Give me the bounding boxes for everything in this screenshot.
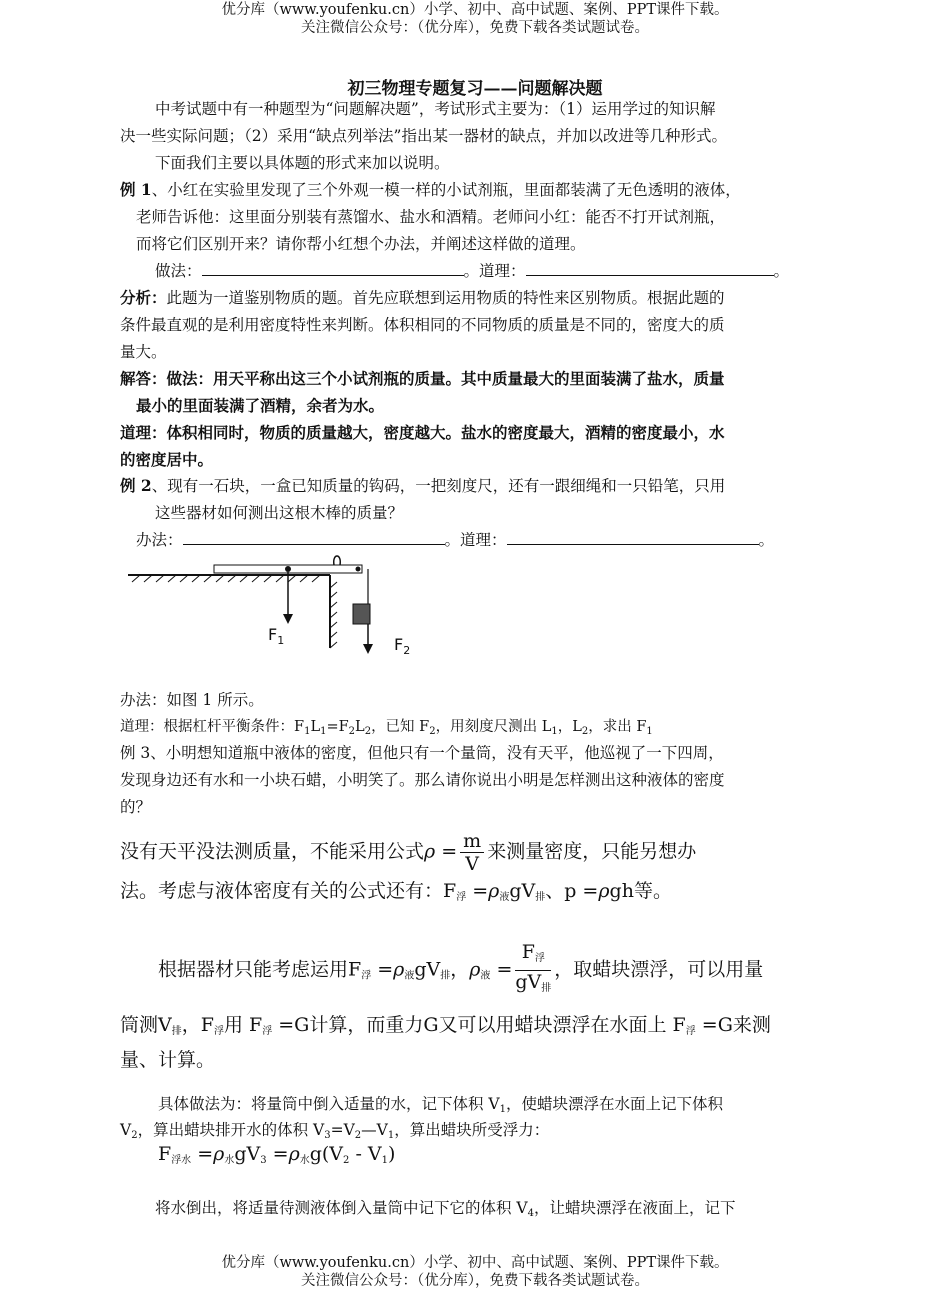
procedure-line: 将水倒出，将适量待测液体倒入量筒中记下它的体积 $V_4$，让蜡块漂浮在液面上，记下 [155,1199,736,1219]
intro-line: 下面我们主要以具体题的形式来加以说明。 [155,154,450,172]
example3-line: 例 3、小明想知道瓶中液体的密度，但他只有一个量筒，没有天平，他巡视了一下四周， [120,744,724,762]
density-text-line: 量、计算。 [120,1049,216,1071]
answer-reason-line: 的密度居中。 [120,450,214,469]
method-blank[interactable] [183,530,445,545]
example2-reason: 道理：根据杠杆平衡条件：$F_1L_1=F_2L_2$，已知 $F_2$，用刻度尺测出 $L_1$，$L_2$，求出 $F_1$ [120,719,653,737]
density-text-line: 法。考虑与液体密度有关的公式还有：$F_浮 =\rho_液gV_排$、p =ρgh等。 [120,880,672,903]
example3-line: 发现身边还有水和一小块石蜡，小明笑了。那么请你说出小明是怎样测出这种液体的密度 [120,771,725,789]
example-label: 例 1 [120,180,152,199]
density-text-line: 根据器材只能考虑运用$F_浮 =\rho_液gV_排$，$\rho_液$ = $\frac{F_浮}{gV_排}$ ，取蜡块漂浮，可以用量 [158,941,763,1000]
label-f1: $F_1$ [268,625,285,647]
page-footer-line1: 优分库（www.youfenku.cn）小学、初中、高中试题、案例、PPT课件下载。 [221,1255,729,1271]
example1-line: 例 1、小红在实验里发现了三个外观一模一样的小试剂瓶，里面都装满了无色透明的液体， [120,180,741,199]
example2-blanks: 办法： 。道理： 。 [136,531,775,549]
hook-weight [353,604,370,624]
density-text-line: 筒测$V_排$，$F_浮$用 $F_浮 =G$计算，而重力G又可以用蜡块漂浮在水面上 $F_浮 =G$来测 [120,1014,771,1037]
example2-line: 这些器材如何测出这根木棒的质量？ [155,504,404,522]
page-header-line2: 关注微信公众号：（优分库），免费下载各类试题试卷。 [301,20,649,36]
example2-method: 办法：如图 1 所示。 [120,691,264,709]
lever-figure [120,548,440,663]
string-loop [334,556,341,565]
procedure-line: 具体做法为：将量筒中倒入适量的水，记下体积 $V_1$，使蜡块漂浮在水面上记下体积 [158,1095,724,1115]
page-header-line1: 优分库（www.youfenku.cn）小学、初中、高中试题、案例、PPT课件下载。 [221,2,729,18]
reason-blank[interactable] [507,530,759,545]
table-surface [128,575,337,648]
example3-line: 的？ [120,798,152,816]
example-label: 例 2 [120,476,152,495]
intro-line: 决一些实际问题；（2）采用“缺点列举法”指出某一器材的缺点，并加以改进等几种形式。 [120,127,727,145]
intro-line: 中考试题中有一种题型为“问题解决题”，考试形式主要为：（1）运用学过的知识解 [155,100,716,118]
analysis-line: 分析：此题为一道鉴别物质的题。首先应联想到运用物质的特性来区别物质。根据此题的 [120,288,725,307]
example1-blanks: 做法： 。道理： 。 [155,262,790,280]
page-title: 初三物理专题复习——问题解决题 [347,79,603,99]
answer-line: 解答：做法：用天平称出这三个小试剂瓶的质量。其中质量最大的里面装满了盐水，质量 [120,369,725,388]
buoyancy-formula: $F_{浮水} =\rho_水gV_3 =\rho_水g(V_2 - V_1)$ [158,1143,396,1166]
answer-line: 最小的里面装满了酒精，余者为水。 [136,396,385,415]
density-text-line: 没有天平没法测质量，不能采用公式ρ = $\frac{m}{V}$ 来测量密度，只能另想办 [120,830,697,875]
label-f2: $F_2$ [394,635,411,657]
answer-reason-line: 道理：体积相同时，物质的质量越大，密度越大。盐水的密度最大，酒精的密度最小，水 [120,423,725,442]
method-blank[interactable] [202,261,464,276]
liquid-density-formula: $\frac{F_浮}{gV_排}$ [515,941,552,994]
analysis-line: 条件最直观的是利用密度特性来判断。体积相同的不同物质的质量是不同的，密度大的质 [120,316,725,334]
analysis-line: 量大。 [120,343,167,361]
density-formula: $\frac{m}{V}$ [460,830,484,875]
reason-blank[interactable] [526,261,774,276]
example1-line: 老师告诉他：这里面分别装有蒸馏水、盐水和酒精。老师问小红：能否不打开试剂瓶， [136,208,726,226]
example2-line: 例 2、现有一石块，一盒已知质量的钩码，一把刻度尺，还有一跟细绳和一只铅笔，只用 [120,476,726,495]
example1-line: 而将它们区别开来？请你帮小红想个办法，并阐述这样做的道理。 [136,235,586,253]
page-footer-line2: 关注微信公众号：（优分库），免费下载各类试题试卷。 [301,1273,649,1289]
procedure-line: $V_2$，算出蜡块排开水的体积 $V_3=V_2—V_1$，算出蜡块所受浮力： [120,1121,550,1141]
